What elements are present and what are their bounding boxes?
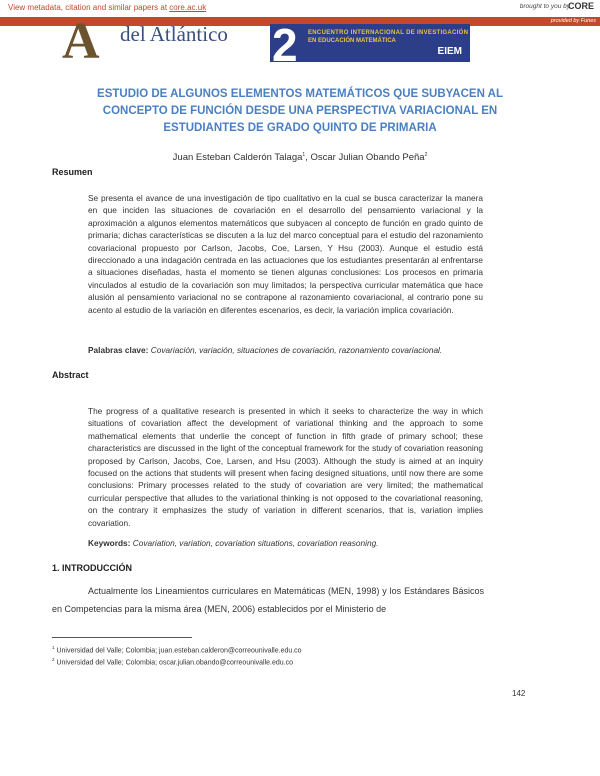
banner-line-1: ENCUENTRO INTERNACIONAL DE INVESTIGACIÓN xyxy=(308,30,469,36)
page-number: 142 xyxy=(512,689,526,698)
banner-line-2: EN EDUCACIÓN MATEMÁTICA xyxy=(308,38,396,44)
keywords: Keywords: Covariation, variation, covariation situations, covariation reasoning. xyxy=(88,538,379,548)
university-logo-letter: A xyxy=(62,22,100,64)
footnote-1: $^1$ Universidad del Valle; Colombia; juan.esteban.calderon@correounivalle.edu.co xyxy=(52,645,302,655)
resumen-body: Se presenta el avance de una investigación de tipo cualitativo en la cual se busca caracterizar la manera en que inciden las situaciones de covariación en el desarrollo del pensamiento variacional y la aproximación a algunos elementos matemáticos que subyacen al concepto de función en grado quinto de primaria; dichas características se discuten a la luz del marco conceptual para el estudio del razonamiento covariacional propuesto por Carlson, Jacobs, Coe, Larsen, Y Hsu (2003). Aunque el estudio está direccionado a una indagación centrada en las actuaciones que los estudiantes presentarán al enfrentarse a situaciones diseñadas, hasta el momento se tienen algunas conclusiones: Los procesos en primaria vinculados al estudio de la covariación son muy limitados; la perspectiva curricular matemática que hace alusión al pensamiento variacional no se contrapone al razonamiento covariacional, al contrario pone su acento al estudio de la variación en diferentes escenarios, es decir, la variación implica covariación. xyxy=(88,193,483,315)
conference-banner xyxy=(270,24,470,62)
intro-body: Actualmente los Lineamientos curriculares en Matemáticas (MEN, 1998) y los Estándares Básicos en Competencias para la misma área (MEN, 2006) establecidos por el Ministerio de xyxy=(52,586,484,614)
banner-number: 2 xyxy=(272,24,298,62)
palabras-clave: Palabras clave: Covariación, variación, situaciones de covariación, razonamiento covariacional. xyxy=(88,345,443,355)
footnote-2: $^2$ Universidad del Valle; Colombia; oscar.julian.obando@correounivalle.edu.co xyxy=(52,657,294,667)
footnote-rule xyxy=(52,637,192,638)
top-bar xyxy=(0,0,600,17)
core-logo[interactable]: CORE xyxy=(567,1,594,11)
authors-line: Juan Esteban Calderón Talaga$^1$, Oscar Julian Obando Peña$^2$ xyxy=(172,152,428,164)
paper-title: ESTUDIO DE ALGUNOS ELEMENTOS MATEMÁTICOS QUE SUBYACEN AL CONCEPTO DE FUNCIÓN DESDE UNA PERSPECTIVA VARIACIONAL EN ESTUDIANTES DE GRADO QUINTO DE PRIMARIA xyxy=(97,88,503,134)
brought-by-note: brought to you by xyxy=(519,3,570,10)
abstract-heading: Abstract xyxy=(52,370,89,380)
abstract-body: The progress of a qualitative research is presented in which it seeks to characterize the way in which situations of covariation affect the development of variational thinking and the approach to some mathematical elements that underlie the concept of function in fifth grade of primary school; these characteristics are discussed in the light of the conceptual framework for the study of covariation reasoning proposed by Carlson, Jacobs, Coe, Larsen, and Hsu (2003). Although the study is aimed at an inquiry focused on the actions that students will present when facing designed situations, until now there are some conclusions: Primary processes related to the study of covariation are very limited; the mathematical curricular perspective that alludes to the variational thinking is not opposed to the covariational reasoning, on the contrary it emphasizes the study of variation in different scenarios, that is, variation implies covariation. xyxy=(88,406,483,528)
intro-heading: 1. INTRODUCCIÓN xyxy=(52,563,133,573)
provided-by-badge[interactable]: provided by Funes xyxy=(522,17,600,26)
banner-tag: EIEM xyxy=(437,46,462,57)
core-link[interactable]: core.ac.uk xyxy=(169,3,207,12)
university-logo-text: del Atlántico xyxy=(120,22,228,46)
resumen-heading: Resumen xyxy=(52,167,93,177)
metadata-note: View metadata, citation and similar papers at core.ac.uk xyxy=(8,3,207,12)
